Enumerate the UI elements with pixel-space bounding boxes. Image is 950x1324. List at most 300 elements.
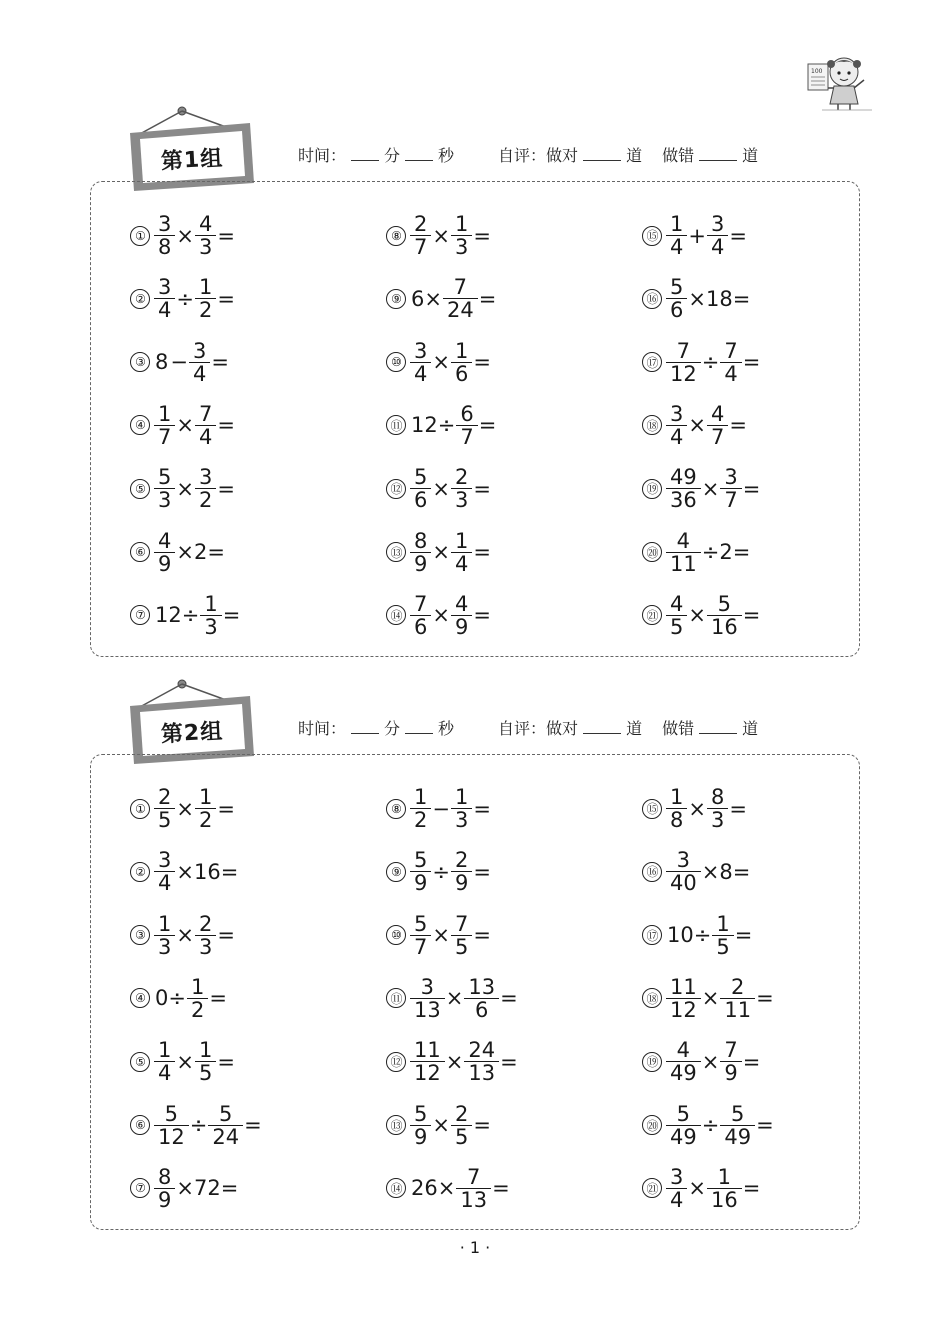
seconds-label: 秒 bbox=[438, 719, 455, 738]
denominator: 49 bbox=[666, 1125, 701, 1148]
fraction bbox=[197, 786, 214, 831]
denominator: 3 bbox=[451, 488, 472, 511]
operator: − bbox=[170, 350, 188, 375]
fraction bbox=[412, 340, 429, 385]
fraction bbox=[668, 530, 699, 575]
numerator: 24 bbox=[468, 1038, 496, 1063]
fraction bbox=[156, 403, 173, 448]
fraction bbox=[714, 913, 731, 958]
denominator: 4 bbox=[666, 235, 687, 258]
numerator: 7 bbox=[454, 911, 469, 936]
operator: = bbox=[756, 986, 774, 1011]
wrong-count-blank[interactable] bbox=[699, 719, 737, 734]
problem-item bbox=[130, 976, 228, 1021]
denominator: 12 bbox=[666, 998, 701, 1021]
operator: = bbox=[742, 350, 761, 375]
operator: = bbox=[742, 1176, 761, 1201]
numerator: 4 bbox=[676, 528, 691, 553]
correct-count-blank[interactable] bbox=[583, 146, 621, 161]
fraction bbox=[458, 403, 475, 448]
problem-number: ⑱ bbox=[642, 988, 662, 1008]
denominator: 3 bbox=[451, 808, 472, 831]
operator: ÷ bbox=[189, 1113, 208, 1138]
problem-number: ⑩ bbox=[386, 925, 406, 945]
operator: = bbox=[500, 986, 518, 1011]
minutes-blank[interactable] bbox=[351, 146, 379, 161]
problem-number: ⑪ bbox=[386, 988, 406, 1008]
denominator: 13 bbox=[464, 1061, 499, 1084]
fraction bbox=[453, 213, 470, 258]
problem-number: ① bbox=[130, 226, 150, 246]
problem-number: ⑦ bbox=[130, 605, 150, 625]
operator: = bbox=[500, 1049, 518, 1074]
numerator: 5 bbox=[717, 591, 732, 616]
numerator: 2 bbox=[198, 911, 213, 936]
denominator: 4 bbox=[195, 425, 216, 448]
problem-item bbox=[642, 1103, 775, 1148]
fraction bbox=[466, 976, 497, 1021]
problem-number: ⑯ bbox=[642, 289, 662, 309]
operator: × bbox=[701, 1049, 720, 1074]
operator: = bbox=[217, 796, 235, 821]
minutes-label: 分 bbox=[384, 146, 401, 165]
page-number: · 1 · bbox=[459, 1238, 491, 1257]
problem-number: ⑨ bbox=[386, 862, 406, 882]
operator: × bbox=[688, 796, 706, 821]
problem-number: ⑱ bbox=[642, 415, 662, 435]
group-title: 第1组 bbox=[160, 146, 224, 175]
correct-count-blank[interactable] bbox=[583, 719, 621, 734]
correct-unit-label: 道 bbox=[626, 146, 643, 165]
problem-item bbox=[642, 913, 753, 958]
numerator: 5 bbox=[414, 1101, 428, 1126]
numerator: 3 bbox=[158, 275, 172, 300]
operator: = bbox=[217, 413, 235, 438]
numerator: 7 bbox=[676, 338, 691, 363]
problem-item bbox=[130, 593, 241, 638]
problem-number: ④ bbox=[130, 415, 150, 435]
numerator: 5 bbox=[414, 911, 428, 936]
problem-item bbox=[386, 786, 492, 831]
fraction bbox=[156, 466, 173, 511]
fraction bbox=[453, 340, 470, 385]
operator: = bbox=[473, 1113, 491, 1138]
operator: = bbox=[211, 350, 229, 375]
problem-number: ⑬ bbox=[386, 542, 406, 562]
problem-item bbox=[130, 1166, 239, 1211]
fraction bbox=[668, 593, 685, 638]
seconds-blank[interactable] bbox=[405, 719, 433, 734]
numerator: 5 bbox=[414, 465, 428, 490]
time-label: 时间： bbox=[298, 146, 347, 165]
operator: ×72= bbox=[176, 1176, 239, 1201]
operator: × bbox=[432, 1113, 450, 1138]
fraction bbox=[668, 340, 699, 385]
denominator: 49 bbox=[666, 1061, 701, 1084]
whole-number-term: 0÷ bbox=[155, 986, 186, 1011]
fraction bbox=[202, 593, 219, 638]
denominator: 6 bbox=[451, 362, 472, 385]
fraction bbox=[722, 976, 753, 1021]
denominator: 6 bbox=[410, 615, 431, 638]
fraction bbox=[453, 530, 470, 575]
problem-number: ⑪ bbox=[386, 415, 406, 435]
problem-item bbox=[130, 403, 236, 448]
operator: = bbox=[217, 923, 235, 948]
denominator: 12 bbox=[666, 362, 701, 385]
problem-number: ⑤ bbox=[130, 479, 150, 499]
operator: = bbox=[222, 603, 241, 628]
numerator: 2 bbox=[731, 974, 745, 999]
problem-number: ⑲ bbox=[642, 1052, 662, 1072]
numerator: 1 bbox=[717, 1164, 732, 1189]
numerator: 7 bbox=[724, 338, 738, 363]
numerator: 49 bbox=[670, 465, 697, 490]
denominator: 3 bbox=[707, 808, 728, 831]
operator: = bbox=[473, 223, 491, 248]
fraction bbox=[445, 276, 476, 321]
numerator: 3 bbox=[676, 848, 691, 873]
wrong-unit-label: 道 bbox=[742, 146, 759, 165]
numerator: 7 bbox=[198, 401, 213, 426]
problem-item bbox=[642, 849, 751, 894]
numerator: 3 bbox=[670, 401, 684, 426]
numerator: 5 bbox=[219, 1101, 233, 1126]
fraction bbox=[453, 849, 470, 894]
denominator: 7 bbox=[456, 425, 477, 448]
fraction bbox=[197, 276, 214, 321]
operator: ×18= bbox=[688, 286, 751, 311]
numerator: 4 bbox=[198, 212, 213, 236]
denominator: 16 bbox=[707, 615, 742, 638]
correct-unit-label: 道 bbox=[626, 719, 643, 738]
fraction bbox=[197, 913, 214, 958]
operator: = bbox=[209, 986, 227, 1011]
denominator: 40 bbox=[666, 871, 701, 894]
seconds-label: 秒 bbox=[438, 146, 455, 165]
denominator: 5 bbox=[195, 1061, 216, 1084]
problem-item bbox=[642, 530, 751, 575]
denominator: 9 bbox=[154, 1188, 175, 1211]
problem-item bbox=[386, 1039, 519, 1084]
whole-number-term: 26× bbox=[411, 1176, 456, 1201]
denominator: 12 bbox=[154, 1125, 189, 1148]
denominator: 4 bbox=[154, 1061, 175, 1084]
fraction bbox=[156, 530, 173, 575]
fraction bbox=[453, 593, 470, 638]
operator: = bbox=[244, 1113, 262, 1138]
numerator: 5 bbox=[731, 1101, 745, 1126]
fraction bbox=[709, 1166, 740, 1211]
problem-number: ㉑ bbox=[642, 605, 662, 625]
problem-number: ㉑ bbox=[642, 1178, 662, 1198]
problem-item bbox=[130, 213, 236, 258]
numerator: 4 bbox=[158, 528, 172, 553]
fraction bbox=[668, 1103, 699, 1148]
problem-item bbox=[386, 1166, 511, 1211]
operator: × bbox=[432, 603, 450, 628]
numerator: 7 bbox=[467, 1164, 481, 1189]
operator: × bbox=[176, 796, 194, 821]
numerator: 3 bbox=[420, 974, 435, 999]
denominator: 24 bbox=[443, 298, 478, 321]
fraction bbox=[458, 1166, 489, 1211]
fraction bbox=[668, 1039, 699, 1084]
problem-number: ⑳ bbox=[642, 542, 662, 562]
operator: ÷ bbox=[176, 286, 194, 311]
denominator: 9 bbox=[154, 552, 175, 575]
problem-item bbox=[642, 340, 761, 385]
fraction bbox=[453, 786, 470, 831]
problem-item bbox=[642, 976, 775, 1021]
numerator: 2 bbox=[454, 1101, 469, 1126]
denominator: 12 bbox=[410, 1061, 445, 1084]
fraction bbox=[156, 913, 173, 958]
seconds-blank[interactable] bbox=[405, 146, 433, 161]
numerator: 1 bbox=[670, 785, 684, 809]
problem-number: ⑭ bbox=[386, 605, 406, 625]
denominator: 24 bbox=[208, 1125, 243, 1148]
problem-item bbox=[642, 1166, 761, 1211]
denominator: 3 bbox=[451, 235, 472, 258]
numerator: 1 bbox=[454, 338, 469, 363]
denominator: 4 bbox=[154, 871, 175, 894]
problem-item bbox=[130, 466, 236, 511]
operator: × bbox=[176, 1049, 194, 1074]
problem-item bbox=[386, 976, 519, 1021]
problem-number: ⑰ bbox=[642, 925, 662, 945]
operator: ÷ bbox=[701, 1113, 720, 1138]
denominator: 6 bbox=[410, 488, 431, 511]
denominator: 49 bbox=[720, 1125, 755, 1148]
numerator: 1 bbox=[158, 1038, 172, 1063]
fraction bbox=[412, 1039, 443, 1084]
self-eval-label: 自评：做对 bbox=[498, 146, 579, 165]
problem-item bbox=[130, 340, 230, 385]
denominator: 5 bbox=[154, 808, 175, 831]
fraction bbox=[668, 276, 685, 321]
problem-item bbox=[386, 403, 497, 448]
problem-number: ⑧ bbox=[386, 799, 406, 819]
denominator: 8 bbox=[154, 235, 175, 258]
numerator: 2 bbox=[454, 848, 469, 873]
operator: = bbox=[729, 223, 747, 248]
whole-number-term: 10÷ bbox=[667, 923, 712, 948]
numerator: 8 bbox=[710, 785, 725, 809]
denominator: 9 bbox=[410, 1125, 431, 1148]
numerator: 8 bbox=[414, 528, 428, 553]
operator: ×16= bbox=[176, 859, 239, 884]
problem-number: ⑭ bbox=[386, 1178, 406, 1198]
operator: = bbox=[729, 796, 747, 821]
numerator: 5 bbox=[676, 1101, 691, 1126]
operator: × bbox=[432, 540, 450, 565]
fraction bbox=[197, 403, 214, 448]
problem-number: ⑧ bbox=[386, 226, 406, 246]
wrong-count-blank[interactable] bbox=[699, 146, 737, 161]
minutes-blank[interactable] bbox=[351, 719, 379, 734]
operator: × bbox=[432, 476, 450, 501]
operator: × bbox=[688, 413, 706, 438]
problem-item bbox=[642, 466, 761, 511]
denominator: 7 bbox=[410, 235, 431, 258]
denominator: 5 bbox=[712, 935, 733, 958]
wrong-unit-label: 道 bbox=[742, 719, 759, 738]
numerator: 3 bbox=[198, 465, 213, 490]
numerator: 3 bbox=[710, 212, 725, 236]
problem-item bbox=[130, 913, 236, 958]
numerator: 1 bbox=[454, 212, 469, 236]
problem-number: ⑬ bbox=[386, 1115, 406, 1135]
operator: = bbox=[742, 1049, 761, 1074]
whole-number-term: 12÷ bbox=[155, 603, 200, 628]
numerator: 8 bbox=[158, 1164, 172, 1189]
fraction bbox=[197, 466, 214, 511]
operator: × bbox=[432, 923, 450, 948]
operator: × bbox=[176, 923, 194, 948]
operator: × bbox=[701, 476, 720, 501]
fraction bbox=[412, 213, 429, 258]
denominator: 11 bbox=[720, 998, 755, 1021]
problem-item bbox=[130, 1103, 263, 1148]
numerator: 5 bbox=[158, 465, 172, 490]
problem-number: ⑮ bbox=[642, 226, 662, 246]
operator: × bbox=[176, 476, 194, 501]
problem-item bbox=[386, 530, 492, 575]
numerator: 5 bbox=[164, 1101, 179, 1126]
problem-item bbox=[642, 593, 761, 638]
fraction bbox=[412, 849, 429, 894]
problem-item bbox=[130, 1039, 236, 1084]
denominator: 3 bbox=[154, 488, 175, 511]
denominator: 16 bbox=[707, 1188, 742, 1211]
problem-number: ⑳ bbox=[642, 1115, 662, 1135]
operator: × bbox=[432, 350, 450, 375]
denominator: 4 bbox=[451, 552, 472, 575]
fraction bbox=[668, 403, 685, 448]
operator: × bbox=[176, 413, 194, 438]
problem-item bbox=[386, 340, 492, 385]
operator: = bbox=[734, 923, 753, 948]
problem-number: ③ bbox=[130, 925, 150, 945]
problem-number: ⑲ bbox=[642, 479, 662, 499]
denominator: 2 bbox=[195, 488, 216, 511]
numerator: 3 bbox=[414, 338, 428, 363]
numerator: 1 bbox=[204, 591, 218, 616]
fraction bbox=[412, 786, 429, 831]
problem-item bbox=[642, 1039, 761, 1084]
problem-item bbox=[130, 786, 236, 831]
operator: × bbox=[432, 223, 450, 248]
operator: = bbox=[473, 350, 491, 375]
fraction bbox=[453, 913, 470, 958]
problem-number: ⑦ bbox=[130, 1178, 150, 1198]
numerator: 3 bbox=[670, 1164, 684, 1189]
problem-item bbox=[386, 849, 492, 894]
minutes-label: 分 bbox=[384, 719, 401, 738]
operator: = bbox=[742, 603, 761, 628]
denominator: 9 bbox=[410, 552, 431, 575]
operator: × bbox=[701, 986, 720, 1011]
numerator: 6 bbox=[460, 401, 474, 426]
fraction bbox=[668, 466, 699, 511]
fraction bbox=[453, 466, 470, 511]
problem-number: ⑩ bbox=[386, 352, 406, 372]
fraction bbox=[722, 340, 739, 385]
denominator: 13 bbox=[456, 1188, 491, 1211]
problem-number: ⑫ bbox=[386, 479, 406, 499]
problem-item bbox=[386, 213, 492, 258]
numerator: 11 bbox=[670, 974, 697, 999]
numerator: 7 bbox=[724, 1038, 738, 1063]
operator: = bbox=[478, 286, 497, 311]
fraction bbox=[156, 213, 173, 258]
denominator: 2 bbox=[410, 808, 431, 831]
fraction bbox=[668, 849, 699, 894]
operator: = bbox=[478, 413, 497, 438]
operator: = bbox=[473, 476, 491, 501]
denominator: 4 bbox=[189, 362, 210, 385]
fraction bbox=[668, 976, 699, 1021]
numerator: 13 bbox=[468, 974, 496, 999]
operator: ÷ bbox=[701, 350, 720, 375]
denominator: 4 bbox=[154, 298, 175, 321]
numerator: 1 bbox=[414, 785, 428, 809]
operator: × bbox=[688, 603, 706, 628]
fraction bbox=[156, 1039, 173, 1084]
operator: × bbox=[445, 1049, 464, 1074]
numerator: 1 bbox=[198, 1038, 213, 1063]
problem-number: ③ bbox=[130, 352, 150, 372]
fraction bbox=[197, 213, 214, 258]
problem-item bbox=[130, 849, 239, 894]
fraction bbox=[197, 1039, 214, 1084]
whole-number-term: 12÷ bbox=[411, 413, 456, 438]
operator: = bbox=[729, 413, 747, 438]
operator: = bbox=[217, 476, 235, 501]
timing-and-self-eval-line bbox=[298, 716, 758, 739]
fraction bbox=[722, 466, 739, 511]
denominator: 2 bbox=[187, 998, 208, 1021]
operator: = bbox=[217, 286, 235, 311]
operator: = bbox=[473, 603, 491, 628]
problem-item bbox=[386, 1103, 492, 1148]
problem-number: ⑨ bbox=[386, 289, 406, 309]
fraction bbox=[412, 466, 429, 511]
operator: = bbox=[473, 540, 491, 565]
denominator: 2 bbox=[195, 298, 216, 321]
problem-item bbox=[386, 466, 492, 511]
operator: ×2= bbox=[176, 540, 225, 565]
denominator: 3 bbox=[195, 935, 216, 958]
fraction bbox=[156, 786, 173, 831]
fraction bbox=[156, 849, 173, 894]
problem-number: ⑯ bbox=[642, 862, 662, 882]
numerator: 4 bbox=[670, 591, 684, 616]
numerator: 1 bbox=[158, 401, 172, 426]
operator: = bbox=[473, 859, 491, 884]
fraction bbox=[709, 403, 726, 448]
denominator: 7 bbox=[707, 425, 728, 448]
problem-item bbox=[386, 913, 492, 958]
numerator: 11 bbox=[414, 1038, 441, 1063]
denominator: 11 bbox=[666, 552, 701, 575]
denominator: 4 bbox=[707, 235, 728, 258]
denominator: 7 bbox=[410, 935, 431, 958]
denominator: 5 bbox=[451, 935, 472, 958]
denominator: 3 bbox=[200, 615, 221, 638]
operator: ÷2= bbox=[701, 540, 751, 565]
